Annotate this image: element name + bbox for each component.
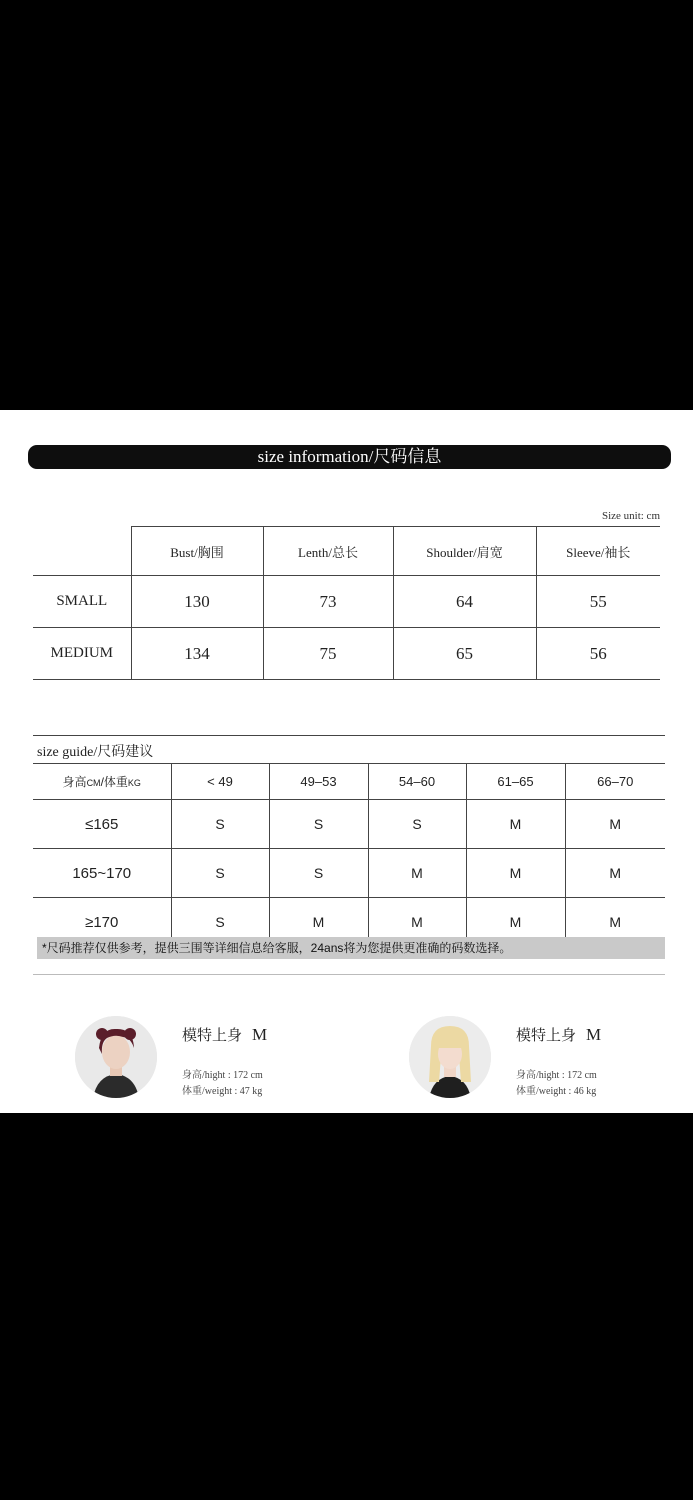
guide-cell: M [565,849,665,898]
guide-header-row [33,764,665,800]
header-blank-cell [33,527,131,576]
model-height: 身高/hight : 172 cm [182,1070,263,1081]
header-length: Lenth/总长 [263,527,393,576]
model-title [516,1024,601,1045]
guide-corner-cell [33,764,171,800]
model-photo [75,1016,157,1098]
corner-height: 身高 [62,775,87,789]
guide-cell: M [565,800,665,849]
guide-col-header: 61–65 [466,764,565,800]
divider [33,974,665,975]
guide-cell: S [171,898,269,947]
corner-weight-unit: KG [127,778,141,788]
guide-col-header: < 49 [171,764,269,800]
guide-cell: M [368,898,466,947]
size-table [33,526,660,680]
cell-value: 64 [393,576,536,628]
guide-cell: S [171,800,269,849]
table-row [33,628,660,680]
header-bust: Bust/胸围 [131,527,263,576]
model-weight: 体重/weight : 47 kg [182,1086,263,1097]
size-guide-table [33,763,665,946]
guide-cell: S [269,800,368,849]
model-photo [409,1016,491,1098]
model-height: 身高/hight : 172 cm [516,1070,597,1081]
header-shoulder: Shoulder/肩宽 [393,527,536,576]
guide-row-label: ≥170 [85,913,119,931]
model-card-1 [75,1016,345,1098]
cell-value: 55 [536,576,660,628]
guide-row-label: ≤165 [33,800,171,849]
guide-cell: M [269,898,368,947]
size-table-header-row [33,527,660,576]
section-title-bar: size information/尺码信息 [28,445,671,469]
guide-cell: S [368,800,466,849]
model-title [182,1024,267,1045]
size-note: *尺码推荐仅供参考，提供三围等详细信息给客服，24ans将为您提供更准确的码数选择。 [37,937,665,959]
guide-col-header: 49–53 [269,764,368,800]
corner-weight: 体重 [103,775,128,789]
cell-value: 73 [263,576,393,628]
size-info-sheet [0,410,693,1113]
header-sleeve: Sleeve/袖长 [536,527,660,576]
guide-cell: M [565,898,665,947]
corner-height-unit: CM [86,778,101,788]
guide-cell: M [368,849,466,898]
model-portrait-icon [409,1016,491,1098]
cell-value: 65 [393,628,536,680]
guide-cell: M [466,800,565,849]
size-guide-title: size guide/尺码建议 [37,745,154,760]
table-row [33,800,665,849]
model-weight: 体重/weight : 46 kg [516,1086,597,1097]
model-portrait-icon [75,1016,157,1098]
model-size: M [586,1025,602,1044]
cell-value: 56 [536,628,660,680]
model-card-2 [409,1016,679,1098]
cell-value: 134 [131,628,263,680]
guide-col-header: 66–70 [565,764,665,800]
corner-sep: / [100,775,104,789]
guide-cell: M [466,849,565,898]
guide-cell: M [466,898,565,947]
guide-row-label: 165~170 [33,849,171,898]
model-title-text: 模特上身 [182,1028,243,1044]
guide-col-header: 54–60 [368,764,466,800]
guide-cell: S [171,849,269,898]
size-unit-label: Size unit: cm [601,510,660,522]
cell-value: 75 [263,628,393,680]
table-row [33,576,660,628]
cell-value: 130 [131,576,263,628]
guide-cell: S [269,849,368,898]
row-label-medium: MEDIUM [33,628,131,680]
table-row [33,849,665,898]
row-label-small: SMALL [33,576,131,628]
model-title-text: 模特上身 [516,1028,577,1044]
divider [33,735,665,736]
model-size: M [252,1025,268,1044]
